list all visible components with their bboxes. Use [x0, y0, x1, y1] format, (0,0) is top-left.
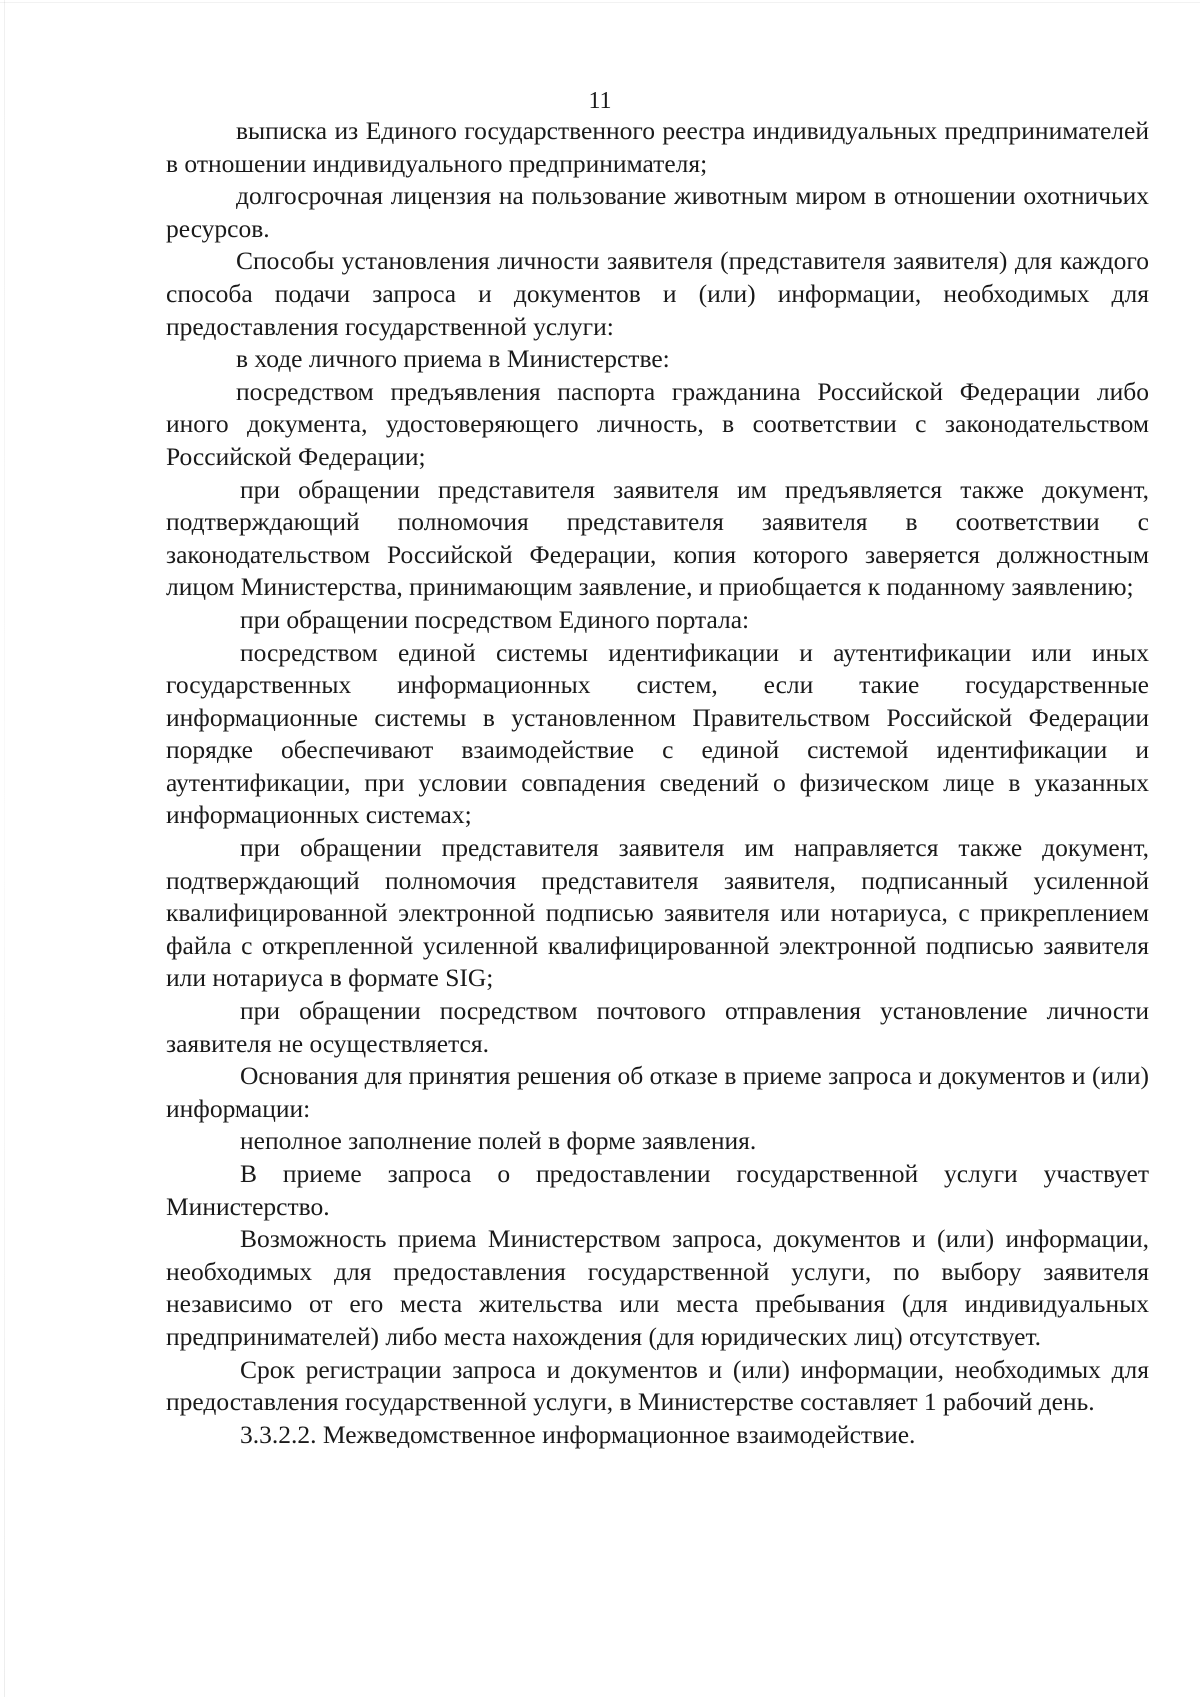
- page-number: 11: [588, 88, 612, 114]
- paragraph: В приеме запроса о предоставлении государственной услуги участвует Министерство.: [166, 1159, 1149, 1221]
- paragraph: при обращении представителя заявителя им направляется также документ, подтверждающий полномочия представителя заявителя, подписанный усиленной квалифицированной электронной подписью заявителя или нотариуса, с прикреплением файла с открепленной усиленной квалифицированной электронной подписью заявителя или нотариуса в формате SIG;: [166, 833, 1149, 993]
- scan-edge-artifact: [4, 0, 5, 1697]
- paragraph: Срок регистрации запроса и документов и (или) информации, необходимых для предоставления государственной услуги, в Министерстве составляет 1 рабочий день.: [166, 1354, 1149, 1417]
- paragraph: посредством единой системы идентификации и аутентификации или иных государственных информационных систем, если такие государственные информационные системы в установленном Правительством Российской Федерации порядке обеспечивают взаимодействие с единой системой идентификации и аутентификации, при условии совпадения сведений о физическом лице в указанных информационных системах;: [166, 637, 1149, 830]
- paragraph: выписка из Единого государственного реестра индивидуальных предпринимателей в отношении индивидуального предпринимателя;: [166, 116, 1149, 178]
- paragraph: при обращении посредством Единого портала:: [240, 604, 750, 634]
- scan-edge-artifact: [0, 2, 1200, 3]
- paragraph: в ходе личного приема в Министерстве:: [236, 344, 670, 374]
- paragraph: посредством предъявления паспорта гражданина Российской Федерации либо иного документа, удостоверяющего личность, в соответствии с законодательством Российской Федерации;: [166, 376, 1149, 471]
- paragraph: Основания для принятия решения об отказе в приеме запроса и документов и (или) информации:: [166, 1061, 1149, 1123]
- section-heading: 3.3.2.2. Межведомственное информационное взаимодействие.: [240, 1419, 916, 1449]
- paragraph: долгосрочная лицензия на пользование животным миром в отношении охотничьих ресурсов.: [166, 181, 1149, 243]
- paragraph: при обращении представителя заявителя им предъявляется также документ, подтверждающий полномочия представителя заявителя в соответствии с законодательством Российской Федерации, копия которого заверяется должностным лицом Министерства, принимающим заявление, и приобщается к поданному заявлению;: [166, 474, 1149, 602]
- paragraph: Возможность приема Министерством запроса, документов и (или) информации, необходимых для предоставления государственной услуги, по выбору заявителя независимо от его места жительства или места пребывания (для индивидуальных предпринимателей) либо места нахождения (для юридических лиц) отсутствует.: [166, 1224, 1149, 1351]
- paragraph: неполное заполнение полей в форме заявления.: [240, 1126, 757, 1156]
- paragraph: Способы установления личности заявителя (представителя заявителя) для каждого способа подачи запроса и документов и (или) информации, необходимых для предоставления государственной услуги:: [166, 246, 1149, 341]
- paragraph: при обращении посредством почтового отправления установление личности заявителя не осуществляется.: [166, 996, 1149, 1058]
- document-body: [166, 115, 1149, 1451]
